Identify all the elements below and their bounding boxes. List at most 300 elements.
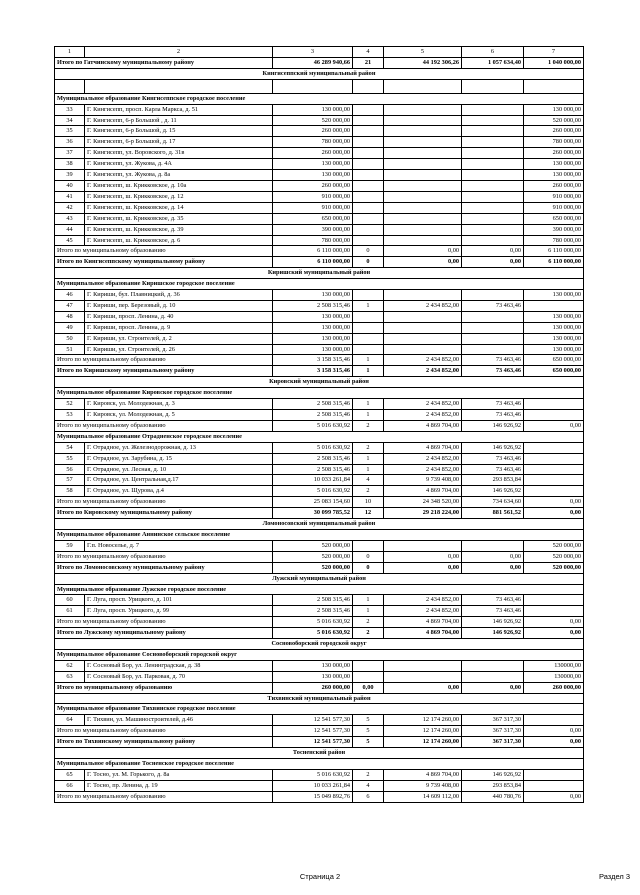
budget-cell [462, 104, 524, 115]
budget-cell [462, 540, 524, 551]
total-cost-cell: 5 016 630,92 [273, 486, 353, 497]
other-cell [524, 769, 584, 780]
municipality-heading-row [55, 388, 584, 399]
row-number: 35 [55, 126, 85, 137]
fund-cell [384, 148, 462, 159]
table-row [55, 235, 584, 246]
fund-cell: 2 434 852,00 [384, 410, 462, 421]
section-label: Раздел 3 [598, 872, 630, 881]
budget-cell: 146 926,92 [462, 442, 524, 453]
budget-cell: 73 463,46 [462, 300, 524, 311]
other-cell: 0,00 [524, 617, 584, 628]
address-cell: Г. Кингисепп, ш. Крикковское, д. 10а [85, 180, 273, 191]
fund-cell: 4 869 704,00 [384, 442, 462, 453]
fund-cell [384, 333, 462, 344]
table-row [55, 660, 584, 671]
other-cell: 910 000,00 [524, 191, 584, 202]
table-row [55, 322, 584, 333]
address-cell: Г. Кириши, просп. Ленина, д. 40 [85, 311, 273, 322]
empty-cell [273, 79, 353, 93]
address-cell: Г. Луга, просп. Урицкого, д. 101 [85, 595, 273, 606]
count-cell: 2 [353, 442, 384, 453]
fund-cell: 29 218 224,00 [384, 508, 462, 519]
total-label: Итого по Кингисеппскому муниципальному району [55, 257, 273, 268]
municipality-heading-row [55, 759, 584, 770]
count-cell: 10 [353, 497, 384, 508]
address-cell: Г. Кириши, просп. Ленина, д. 9 [85, 322, 273, 333]
fund-cell: 12 174 260,00 [384, 737, 462, 748]
total-label: Итого по муниципальному образованию [55, 246, 273, 257]
fund-cell: 9 739 408,00 [384, 780, 462, 791]
count-cell: 1 [353, 410, 384, 421]
row-number: 58 [55, 486, 85, 497]
total-cost-cell: 130 000,00 [273, 671, 353, 682]
total-cost-cell: 5 016 630,92 [273, 628, 353, 639]
budget-cell [462, 180, 524, 191]
total-cost-cell: 780 000,00 [273, 235, 353, 246]
address-cell: Г. Кингисепп, ш. Крикковское, д. 14 [85, 202, 273, 213]
fund-cell: 12 174 260,00 [384, 726, 462, 737]
address-cell: Г. Луга, просп. Урицкого, д. 99 [85, 606, 273, 617]
table-row [55, 769, 584, 780]
other-cell: 650 000,00 [524, 355, 584, 366]
budget-cell: 146 926,92 [462, 486, 524, 497]
fund-cell [384, 311, 462, 322]
total-cost-cell: 10 033 261,84 [273, 780, 353, 791]
count-cell [353, 333, 384, 344]
budget-cell [462, 137, 524, 148]
total-cost-cell: 130 000,00 [273, 311, 353, 322]
address-cell: Г. Кириши, ул. Строителей, д. 26 [85, 344, 273, 355]
row-number: 51 [55, 344, 85, 355]
budget-cell: 73 463,46 [462, 464, 524, 475]
row-number: 44 [55, 224, 85, 235]
municipality-heading: Муниципальное образование Тихвинское городское поселение [55, 704, 584, 715]
budget-cell [462, 333, 524, 344]
other-cell [524, 780, 584, 791]
total-cost-cell: 25 083 154,60 [273, 497, 353, 508]
subtotal-row [55, 497, 584, 508]
address-cell: Г. Кингисепп, ш. Крикковское, д. 6 [85, 235, 273, 246]
district-heading-row [55, 268, 584, 279]
budget-cell: 146 926,92 [462, 769, 524, 780]
district-heading: Тосненский район [55, 748, 584, 759]
address-cell: Г. Отрадное, ул. Зарубина, д. 15 [85, 453, 273, 464]
row-number: 63 [55, 671, 85, 682]
district-heading-row [55, 748, 584, 759]
other-cell [524, 399, 584, 410]
other-cell [524, 595, 584, 606]
total-cost-cell: 780 000,00 [273, 137, 353, 148]
district-heading: Кировский муниципальный район [55, 377, 584, 388]
budget-cell: 293 853,84 [462, 475, 524, 486]
other-cell: 130 000,00 [524, 344, 584, 355]
count-cell [353, 104, 384, 115]
table-row [55, 170, 584, 181]
municipality-heading: Муниципальное образование Кировское городское поселение [55, 388, 584, 399]
total-label: Итого по муниципальному образованию [55, 617, 273, 628]
district-heading: Кингисеппский муниципальный район [55, 68, 584, 79]
address-cell: Г. Кингисепп, ш. Крикковское, д. 12 [85, 191, 273, 202]
count-cell: 1 [353, 595, 384, 606]
table-row [55, 606, 584, 617]
count-cell: 0 [353, 551, 384, 562]
total-cost-cell: 520 000,00 [273, 115, 353, 126]
other-cell: 130 000,00 [524, 333, 584, 344]
total-cost-cell: 15 049 892,76 [273, 791, 353, 802]
municipality-heading: Муниципальное образование Отрадненское городское поселение [55, 431, 584, 442]
fund-cell [384, 671, 462, 682]
total-cost-cell: 260 000,00 [273, 148, 353, 159]
total-label: Итого по Тихвинскому муниципальному району [55, 737, 273, 748]
address-cell: Г. Кингисепп, просп. Карла Маркса, д. 51 [85, 104, 273, 115]
row-number: 38 [55, 159, 85, 170]
total-row [55, 737, 584, 748]
other-cell: 130 000,00 [524, 322, 584, 333]
other-cell: 0,00 [524, 737, 584, 748]
budget-cell: 367 317,30 [462, 737, 524, 748]
total-label: Итого по муниципальному образованию [55, 791, 273, 802]
address-cell: Г. Тосно, ул. М. Горького, д. 8а [85, 769, 273, 780]
other-cell: 260 000,00 [524, 126, 584, 137]
page-number: Страница 2 [299, 872, 341, 881]
total-cost-cell: 650 000,00 [273, 213, 353, 224]
fund-cell [384, 290, 462, 301]
address-cell: Г. Отрадное, ул. Железнодорожная, д. 13 [85, 442, 273, 453]
total-cost-cell: 3 158 315,46 [273, 366, 353, 377]
total-cost-cell: 2 508 315,46 [273, 300, 353, 311]
row-number: 66 [55, 780, 85, 791]
total-label: Итого по Гатчинскому муниципальному району [55, 57, 273, 68]
count-cell [353, 148, 384, 159]
district-heading-row [55, 377, 584, 388]
other-cell: 260 000,00 [524, 682, 584, 693]
table-row [55, 290, 584, 301]
column-header: 2 [85, 47, 273, 58]
total-cost-cell: 130 000,00 [273, 660, 353, 671]
budget-cell: 1 057 634,40 [462, 57, 524, 68]
budget-cell [462, 290, 524, 301]
municipality-heading-row [55, 704, 584, 715]
total-cost-cell: 10 033 261,84 [273, 475, 353, 486]
budget-cell: 73 463,46 [462, 595, 524, 606]
other-cell: 520 000,00 [524, 562, 584, 573]
budget-cell [462, 224, 524, 235]
budget-cell: 73 463,46 [462, 453, 524, 464]
budget-cell: 73 463,46 [462, 366, 524, 377]
budget-cell: 0,00 [462, 257, 524, 268]
total-cost-cell: 130 000,00 [273, 290, 353, 301]
other-cell: 1 040 000,00 [524, 57, 584, 68]
count-cell: 0 [353, 562, 384, 573]
total-cost-cell: 3 158 315,46 [273, 355, 353, 366]
row-number: 57 [55, 475, 85, 486]
table-row [55, 213, 584, 224]
district-heading-row [55, 639, 584, 650]
row-number: 52 [55, 399, 85, 410]
total-cost-cell: 260 000,00 [273, 180, 353, 191]
fund-cell: 44 192 306,26 [384, 57, 462, 68]
total-cost-cell: 2 508 315,46 [273, 595, 353, 606]
row-number: 39 [55, 170, 85, 181]
total-cost-cell: 2 508 315,46 [273, 464, 353, 475]
subtotal-row [55, 726, 584, 737]
other-cell [524, 442, 584, 453]
empty-cell [524, 79, 584, 93]
count-cell [353, 180, 384, 191]
empty-cell [353, 79, 384, 93]
budget-cell: 440 780,76 [462, 791, 524, 802]
total-label: Итого по Ломоносовскому муниципальному району [55, 562, 273, 573]
municipality-heading-row [55, 649, 584, 660]
table-row [55, 202, 584, 213]
count-cell: 4 [353, 475, 384, 486]
row-number: 65 [55, 769, 85, 780]
other-cell: 780 000,00 [524, 235, 584, 246]
address-cell: Г. Кириши, бул. Плавницкий, д. 36 [85, 290, 273, 301]
row-number: 50 [55, 333, 85, 344]
municipality-heading: Муниципальное образование Сосновоборский городской округ [55, 649, 584, 660]
count-cell: 5 [353, 726, 384, 737]
table-row [55, 780, 584, 791]
row-number: 48 [55, 311, 85, 322]
other-cell: 130 000,00 [524, 159, 584, 170]
municipality-heading-row [55, 584, 584, 595]
count-cell: 0 [353, 246, 384, 257]
total-label: Итого по муниципальному образованию [55, 682, 273, 693]
fund-cell [384, 137, 462, 148]
column-number-header-row [55, 47, 584, 58]
count-cell: 1 [353, 366, 384, 377]
total-row [55, 257, 584, 268]
district-heading-row [55, 573, 584, 584]
subtotal-row [55, 617, 584, 628]
address-cell: Г. Кировск, ул. Молодежная, д. 3 [85, 399, 273, 410]
count-cell: 4 [353, 780, 384, 791]
fund-cell: 24 348 520,00 [384, 497, 462, 508]
total-label: Итого по Киришскому муниципальному району [55, 366, 273, 377]
fund-cell [384, 115, 462, 126]
subtotal-row [55, 355, 584, 366]
fund-cell [384, 224, 462, 235]
total-cost-cell: 2 508 315,46 [273, 410, 353, 421]
count-cell: 2 [353, 486, 384, 497]
count-cell [353, 322, 384, 333]
other-cell: 0,00 [524, 726, 584, 737]
fund-cell [384, 660, 462, 671]
budget-cell: 146 926,92 [462, 420, 524, 431]
count-cell: 5 [353, 715, 384, 726]
table-row [55, 137, 584, 148]
other-cell: 6 110 000,00 [524, 246, 584, 257]
total-cost-cell: 46 289 940,66 [273, 57, 353, 68]
total-cost-cell: 30 099 785,52 [273, 508, 353, 519]
column-header: 7 [524, 47, 584, 58]
total-row [55, 366, 584, 377]
fund-cell: 2 434 852,00 [384, 453, 462, 464]
total-row [55, 57, 584, 68]
other-cell: 0,00 [524, 628, 584, 639]
count-cell: 6 [353, 791, 384, 802]
table-row [55, 344, 584, 355]
fund-cell: 12 174 260,00 [384, 715, 462, 726]
district-heading-row [55, 68, 584, 79]
budget-cell [462, 170, 524, 181]
row-number: 33 [55, 104, 85, 115]
budget-cell: 293 853,84 [462, 780, 524, 791]
empty-cell [384, 79, 462, 93]
address-cell: Г. Кингисепп, 6-р Большой, д. 15 [85, 126, 273, 137]
budget-cell: 0,00 [462, 246, 524, 257]
fund-cell [384, 170, 462, 181]
budget-cell [462, 311, 524, 322]
table-row [55, 126, 584, 137]
subtotal-row [55, 420, 584, 431]
total-label: Итого по Кировскому муниципальному району [55, 508, 273, 519]
count-cell: 12 [353, 508, 384, 519]
table-row [55, 715, 584, 726]
total-cost-cell: 130 000,00 [273, 170, 353, 181]
other-cell: 910 000,00 [524, 202, 584, 213]
fund-cell [384, 159, 462, 170]
address-cell: Г. Тихвин, ул. Машиностроителей, д.46 [85, 715, 273, 726]
count-cell: 1 [353, 453, 384, 464]
table-row [55, 475, 584, 486]
column-header: 3 [273, 47, 353, 58]
total-label: Итого по муниципальному образованию [55, 726, 273, 737]
fund-cell [384, 191, 462, 202]
fund-cell: 9 739 408,00 [384, 475, 462, 486]
other-cell: 650 000,00 [524, 213, 584, 224]
count-cell [353, 344, 384, 355]
column-header: 5 [384, 47, 462, 58]
count-cell [353, 311, 384, 322]
total-cost-cell: 520 000,00 [273, 540, 353, 551]
count-cell [353, 213, 384, 224]
fund-cell [384, 235, 462, 246]
table-row [55, 442, 584, 453]
district-heading: Сосновоборский городской округ [55, 639, 584, 650]
total-cost-cell: 5 016 630,92 [273, 769, 353, 780]
budget-cell [462, 322, 524, 333]
fund-cell: 2 434 852,00 [384, 399, 462, 410]
count-cell [353, 290, 384, 301]
table-row [55, 224, 584, 235]
total-cost-cell: 130 000,00 [273, 322, 353, 333]
budget-cell [462, 344, 524, 355]
total-row [55, 508, 584, 519]
total-cost-cell: 260 000,00 [273, 126, 353, 137]
blank-row [55, 79, 584, 93]
count-cell: 1 [353, 464, 384, 475]
budget-cell: 73 463,46 [462, 399, 524, 410]
address-cell: Г.п. Новоселье, д. 7 [85, 540, 273, 551]
total-cost-cell: 12 541 577,30 [273, 726, 353, 737]
fund-cell [384, 104, 462, 115]
address-cell: Г. Сосновый Бор, ул. Парковая, д. 70 [85, 671, 273, 682]
budget-cell [462, 148, 524, 159]
total-cost-cell: 5 016 630,92 [273, 442, 353, 453]
total-cost-cell: 12 541 577,30 [273, 715, 353, 726]
total-cost-cell: 6 110 000,00 [273, 257, 353, 268]
empty-cell [462, 79, 524, 93]
table-row [55, 311, 584, 322]
total-row [55, 682, 584, 693]
other-cell: 0,00 [524, 508, 584, 519]
table-row [55, 464, 584, 475]
other-cell: 130 000,00 [524, 290, 584, 301]
column-header: 6 [462, 47, 524, 58]
address-cell: Г. Отрадное, ул. Центральная,д.17 [85, 475, 273, 486]
row-number: 42 [55, 202, 85, 213]
budget-cell [462, 191, 524, 202]
table-row [55, 486, 584, 497]
count-cell: 2 [353, 420, 384, 431]
budget-cell [462, 202, 524, 213]
table-row [55, 300, 584, 311]
total-cost-cell: 6 110 000,00 [273, 246, 353, 257]
address-cell: Г. Тосно, пр. Ленина, д. 19 [85, 780, 273, 791]
budget-cell [462, 671, 524, 682]
row-number: 37 [55, 148, 85, 159]
budget-cell [462, 126, 524, 137]
other-cell: 0,00 [524, 420, 584, 431]
fund-cell: 14 609 112,00 [384, 791, 462, 802]
municipality-heading-row [55, 279, 584, 290]
district-heading: Тихвинский муниципальный район [55, 693, 584, 704]
budget-cell: 146 926,92 [462, 628, 524, 639]
table-row [55, 671, 584, 682]
table-row [55, 540, 584, 551]
municipality-heading-row [55, 529, 584, 540]
budget-table [54, 46, 584, 803]
row-number: 60 [55, 595, 85, 606]
other-cell: 6 110 000,00 [524, 257, 584, 268]
budget-cell: 0,00 [462, 551, 524, 562]
fund-cell: 2 434 852,00 [384, 300, 462, 311]
other-cell: 520 000,00 [524, 540, 584, 551]
fund-cell: 0,00 [384, 682, 462, 693]
total-cost-cell: 910 000,00 [273, 191, 353, 202]
total-cost-cell: 390 000,00 [273, 224, 353, 235]
budget-cell: 146 926,92 [462, 617, 524, 628]
budget-cell: 367 317,30 [462, 726, 524, 737]
budget-cell: 0,00 [462, 562, 524, 573]
other-cell: 520 000,00 [524, 115, 584, 126]
fund-cell [384, 180, 462, 191]
address-cell: Г. Кировск, ул. Молодежная, д. 5 [85, 410, 273, 421]
budget-cell: 734 634,60 [462, 497, 524, 508]
fund-cell: 0,00 [384, 246, 462, 257]
budget-cell [462, 213, 524, 224]
fund-cell: 2 434 852,00 [384, 464, 462, 475]
count-cell: 1 [353, 300, 384, 311]
empty-cell [55, 79, 85, 93]
other-cell: 260 000,00 [524, 148, 584, 159]
district-heading: Ломоносовский муниципальный район [55, 519, 584, 530]
fund-cell: 2 434 852,00 [384, 595, 462, 606]
other-cell: 780 000,00 [524, 137, 584, 148]
address-cell: Г. Кингисепп, 6-р Большой , д. 11 [85, 115, 273, 126]
other-cell [524, 464, 584, 475]
total-cost-cell: 5 016 630,92 [273, 617, 353, 628]
total-cost-cell: 130 000,00 [273, 344, 353, 355]
total-cost-cell: 2 508 315,46 [273, 606, 353, 617]
other-cell: 130 000,00 [524, 311, 584, 322]
column-header: 1 [55, 47, 85, 58]
total-cost-cell: 2 508 315,46 [273, 399, 353, 410]
budget-cell: 73 463,46 [462, 355, 524, 366]
